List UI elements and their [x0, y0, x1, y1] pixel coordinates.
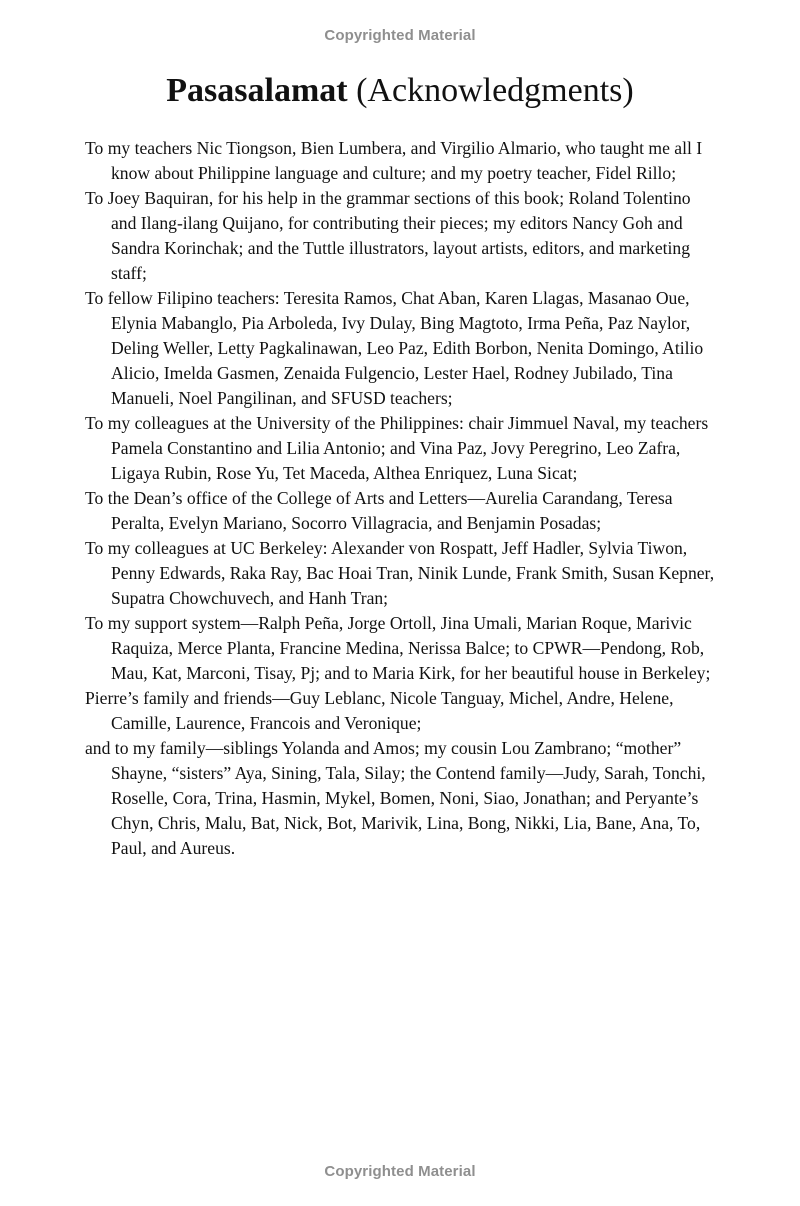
acknowledgment-paragraph: To my colleagues at the University of the Philippines: chair Jimmuel Naval, my teachers Pamela Constantino and Lilia Antonio; and Vina Paz, Jovy Peregrino, Leo Zafra, Ligaya Rubin, Rose Yu, Tet Maceda, Althea Enriquez, Luna Sicat;: [85, 413, 709, 483]
acknowledgment-paragraph: To the Dean’s office of the College of Arts and Letters—Aurelia Carandang, Teresa Peralta, Evelyn Mariano, Socorro Villagracia, and Benjamin Posadas;: [85, 488, 673, 533]
page-title: [0, 70, 800, 112]
copyright-watermark-top: Copyrighted Material: [324, 27, 476, 44]
acknowledgment-paragraph: To fellow Filipino teachers: Teresita Ramos, Chat Aban, Karen Llagas, Masanao Oue, Elynia Mabanglo, Pia Arboleda, Ivy Dulay, Bing Magtoto, Irma Peña, Paz Naylor, Deling Weller, Letty Pagkalinawan, Leo Paz, Edith Borbon, Nenita Domingo, Atilio Alicio, Imelda Gasmen, Zenaida Fulgencio, Lester Hael, Rodney Jubilado, Tina Manueli, Noel Pangilinan, and SFUSD teachers;: [85, 288, 704, 408]
acknowledgment-paragraph: To my support system—Ralph Peña, Jorge Ortoll, Jina Umali, Marian Roque, Marivic Raquiza, Merce Planta, Francine Medina, Nerissa Balce; to CPWR—Pendong, Rob, Mau, Kat, Marconi, Tisay, Pj; and to Maria Kirk, for her beautiful house in Berkeley;: [85, 613, 711, 683]
acknowledgment-paragraph: To Joey Baquiran, for his help in the grammar sections of this book; Roland Tolentino and Ilang-ilang Quijano, for contributing their pieces; my editors Nancy Goh and Sandra Korinchak; and the Tuttle illustrators, layout artists, editors, and marketing staff;: [85, 188, 691, 283]
acknowledgment-paragraph: and to my family—siblings Yolanda and Amos; my cousin Lou Zambrano; “mother” Shayne, “sisters” Aya, Sining, Tala, Silay; the Contend family—Judy, Sarah, Tonchi, Roselle, Cora, Trina, Hasmin, Mykel, Bomen, Noni, Siao, Jonathan; and Peryante’s Chyn, Chris, Malu, Bat, Nick, Bot, Marivik, Lina, Bong, Nikki, Lia, Bane, Ana, To, Paul, and Aureus.: [85, 738, 706, 858]
copyright-watermark-bottom: Copyrighted Material: [324, 1163, 476, 1180]
acknowledgment-paragraph: To my colleagues at UC Berkeley: Alexander von Rospatt, Jeff Hadler, Sylvia Tiwon, Penny Edwards, Raka Ray, Bac Hoai Tran, Ninik Lunde, Frank Smith, Susan Kepner, Supatra Chowchuvech, and Hanh Tran;: [85, 538, 715, 608]
page-title-sub: (Acknowledgments): [356, 72, 634, 109]
page-title-main: Pasasalamat: [166, 72, 348, 109]
acknowledgments-list: [85, 136, 720, 861]
acknowledgment-paragraph: Pierre’s family and friends—Guy Leblanc, Nicole Tanguay, Michel, Andre, Helene, Camille, Laurence, Francois and Veronique;: [85, 688, 674, 733]
acknowledgment-paragraph: To my teachers Nic Tiongson, Bien Lumbera, and Virgilio Almario, who taught me all I know about Philippine language and culture; and my poetry teacher, Fidel Rillo;: [85, 138, 703, 183]
